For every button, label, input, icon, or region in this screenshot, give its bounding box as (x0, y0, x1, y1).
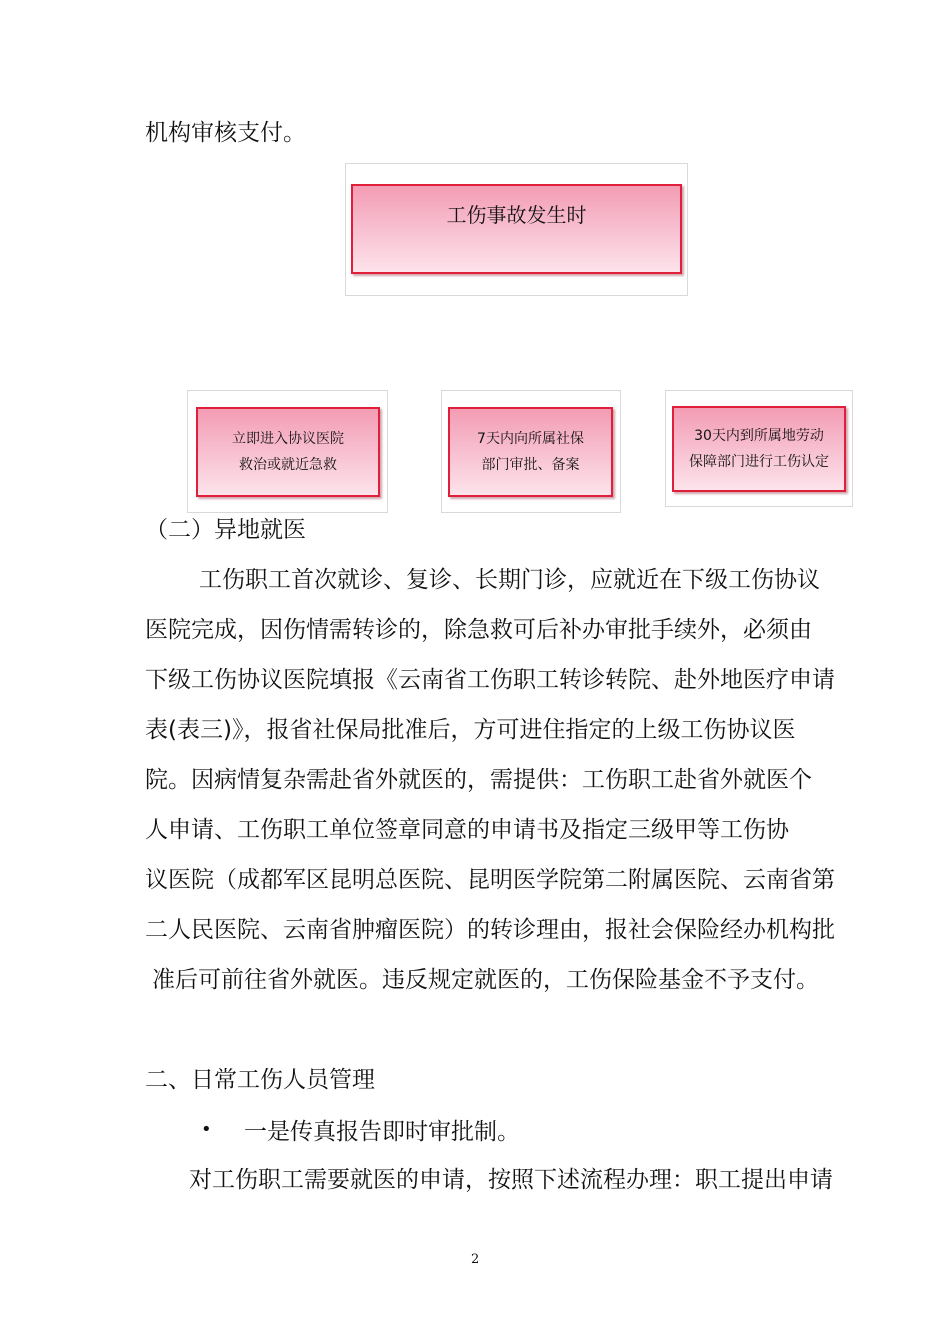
paragraph-line: 医院完成，因伤情需转诊的，除急救可后补办审批手续外，必须由 (145, 617, 812, 643)
paragraph-line: 准后可前往省外就医。违反规定就医的，工伤保险基金不予支付。 (152, 967, 819, 993)
paragraph-line: 议医院（成都军区昆明总医院、昆明医学院第二附属医院、云南省第 (145, 867, 835, 893)
flowchart-top-box (351, 184, 682, 274)
paragraph-line: 下级工伤协议医院填报《云南省工伤职工转诊转院、赴外地医疗申请 (145, 667, 835, 693)
flowchart-box-2-label: 7天内向所属社保 部门审批、备案 (477, 431, 584, 473)
paragraph-line: 对工伤职工需要就医的申请，按照下述流程办理：职工提出申请 (189, 1167, 833, 1193)
paragraph-line: 表(表三)》，报省社保局批准后，方可进住指定的上级工伤协议医 (145, 717, 796, 743)
paragraph-line: 人申请、工伤职工单位签章同意的申请书及指定三级甲等工伤协 (145, 817, 789, 843)
flowchart-box-3-label: 30天内到所属地劳动 保障部门进行工伤认定 (689, 428, 829, 470)
section-heading-remote-medical: （二）异地就医 (145, 517, 306, 543)
paragraph-line: 院。因病情复杂需赴省外就医的，需提供：工伤职工赴省外就医个 (145, 767, 812, 793)
flowchart-box-3 (672, 406, 846, 492)
page-number: 2 (471, 1252, 480, 1267)
flowchart-box-1 (196, 407, 380, 497)
flowchart-top-box-label: 工伤事故发生时 (446, 203, 587, 227)
intro-tail-text: 机构审核支付。 (145, 120, 306, 146)
flowchart-box-2 (448, 407, 613, 497)
bullet-item-text: 一是传真报告即时审批制。 (244, 1119, 520, 1145)
flowchart-box-1-label: 立即进入协议医院 救治或就近急救 (232, 431, 344, 473)
section-heading-daily-management: 二、日常工伤人员管理 (145, 1067, 375, 1093)
paragraph-line: 工伤职工首次就诊、复诊、长期门诊，应就近在下级工伤协议 (199, 567, 820, 593)
paragraph-line: 二人民医院、云南省肿瘤医院）的转诊理由，报社会保险经办机构批 (145, 917, 835, 943)
bullet-marker: • (201, 1119, 212, 1140)
